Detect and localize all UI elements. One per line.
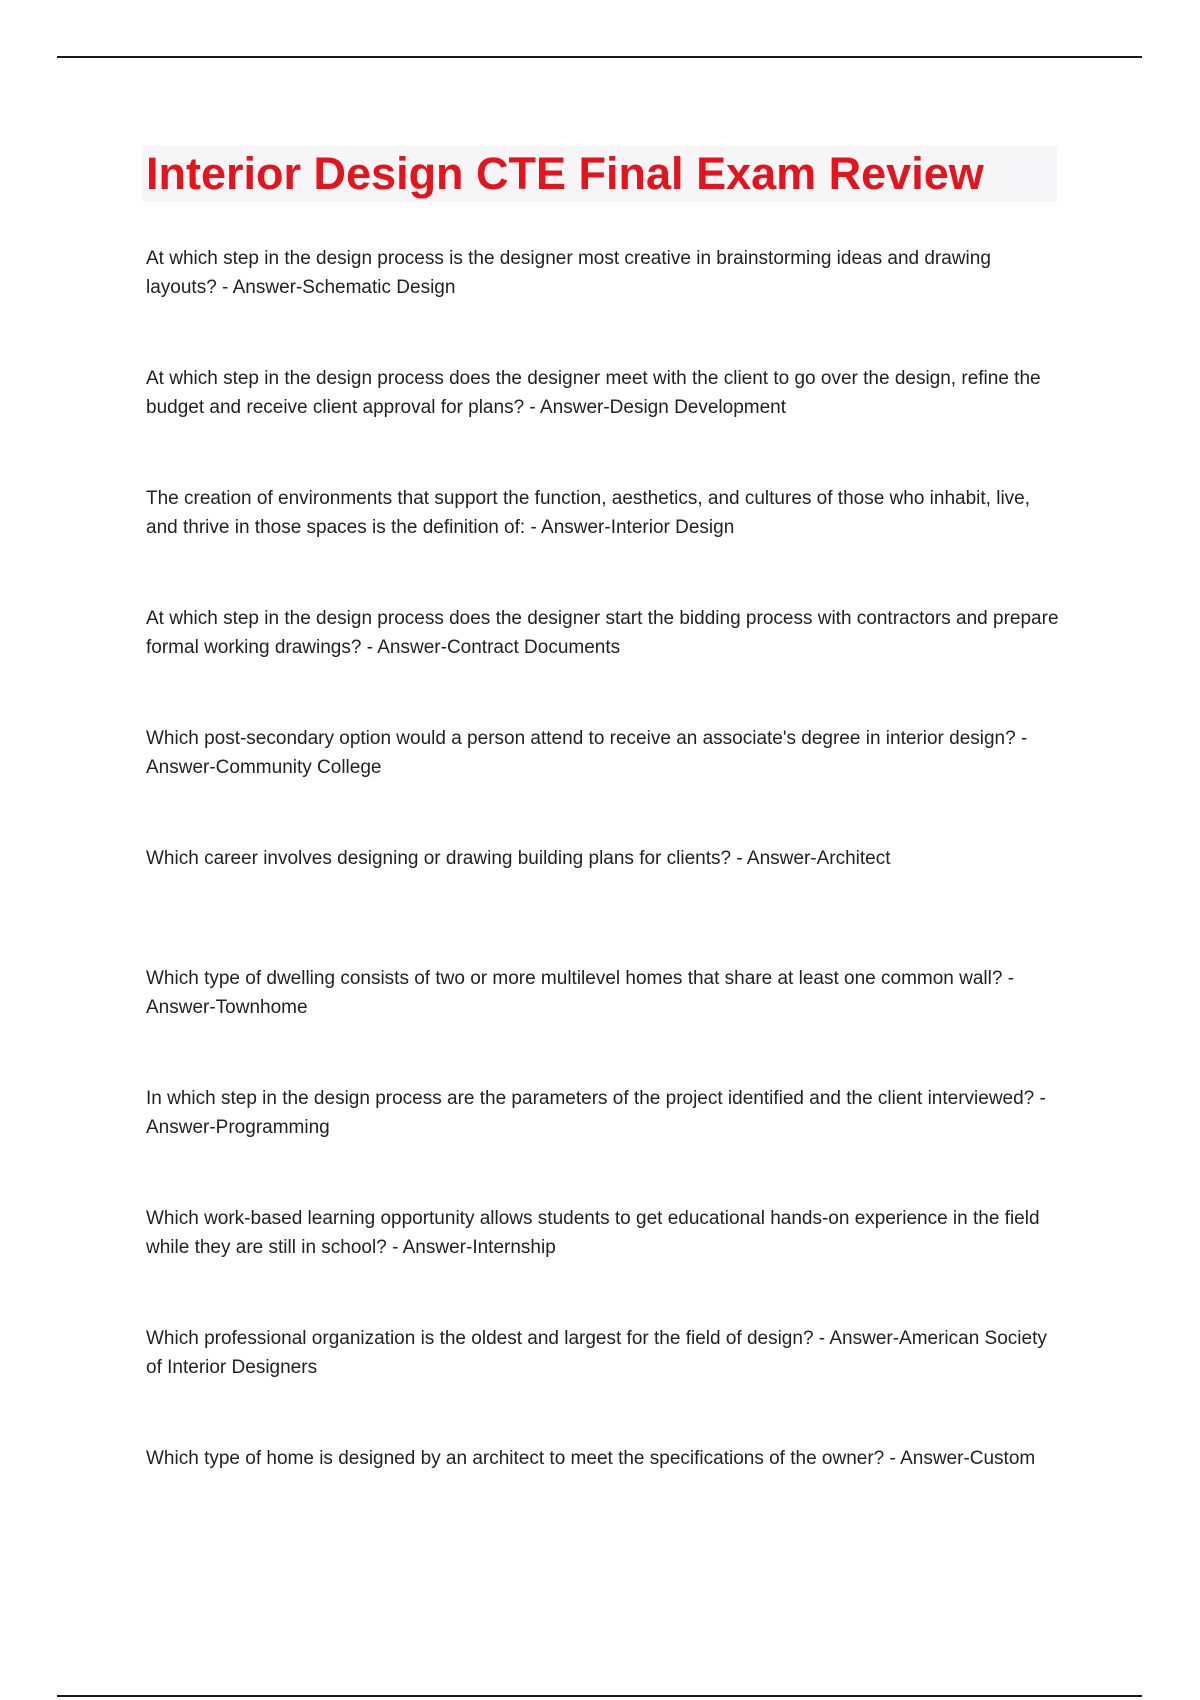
top-rule <box>57 56 1142 58</box>
answer-text: - Answer-Contract Documents <box>361 637 621 658</box>
qa-item <box>146 844 1066 964</box>
qa-item <box>146 964 1066 1084</box>
qa-list <box>146 244 1066 1564</box>
qa-item <box>146 724 1066 844</box>
qa-item <box>146 244 1066 364</box>
qa-item <box>146 1324 1066 1444</box>
qa-item <box>146 1084 1066 1204</box>
question-text: At which step in the design process is the designer most creative in brainstorming ideas and drawing layouts? <box>146 248 991 298</box>
answer-text: - Answer-Townhome <box>146 968 1015 1018</box>
answer-text: - Answer-Architect <box>731 848 891 869</box>
question-text: At which step in the design process does the designer start the bidding process with contractors and prepare formal working drawings? <box>146 608 1059 658</box>
question-text: Which work-based learning opportunity allows students to get educational hands-on experience in the field while they are still in school? <box>146 1208 1040 1258</box>
question-text: In which step in the design process are the parameters of the project identified and the client interviewed? <box>146 1088 1035 1109</box>
qa-item <box>146 484 1066 604</box>
question-text: Which type of home is designed by an architect to meet the specifications of the owner? <box>146 1448 885 1469</box>
qa-item <box>146 1444 1066 1564</box>
bottom-rule <box>57 1695 1142 1697</box>
answer-text: - Answer-Programming <box>146 1088 1046 1138</box>
answer-text: - Answer-Interior Design <box>525 517 735 538</box>
question-text: Which type of dwelling consists of two or more multilevel homes that share at least one common wall? <box>146 968 1003 989</box>
title-banner <box>142 146 1057 202</box>
answer-text: - Answer-Community College <box>146 728 1028 778</box>
question-text: The creation of environments that support the function, aesthetics, and cultures of those who inhabit, live, and thrive in those spaces is the definition of: <box>146 488 1031 538</box>
page-title: Interior Design CTE Final Exam Review <box>146 148 984 199</box>
answer-text: - Answer-Design Development <box>524 397 787 418</box>
qa-item <box>146 364 1066 484</box>
answer-text: - Answer-Schematic Design <box>216 277 456 298</box>
answer-text: - Answer-Internship <box>386 1237 556 1258</box>
answer-text: - Answer-American Society of Interior Designers <box>146 1328 1047 1378</box>
qa-item <box>146 604 1066 724</box>
question-text: Which professional organization is the oldest and largest for the field of design? <box>146 1328 814 1349</box>
qa-item <box>146 1204 1066 1324</box>
answer-text: - Answer-Custom <box>884 1448 1036 1469</box>
question-text: Which post-secondary option would a person attend to receive an associate's degree in interior design? <box>146 728 1016 749</box>
question-text: At which step in the design process does the designer meet with the client to go over the design, refine the budget and receive client approval for plans? <box>146 368 1041 418</box>
question-text: Which career involves designing or drawing building plans for clients? <box>146 848 732 869</box>
